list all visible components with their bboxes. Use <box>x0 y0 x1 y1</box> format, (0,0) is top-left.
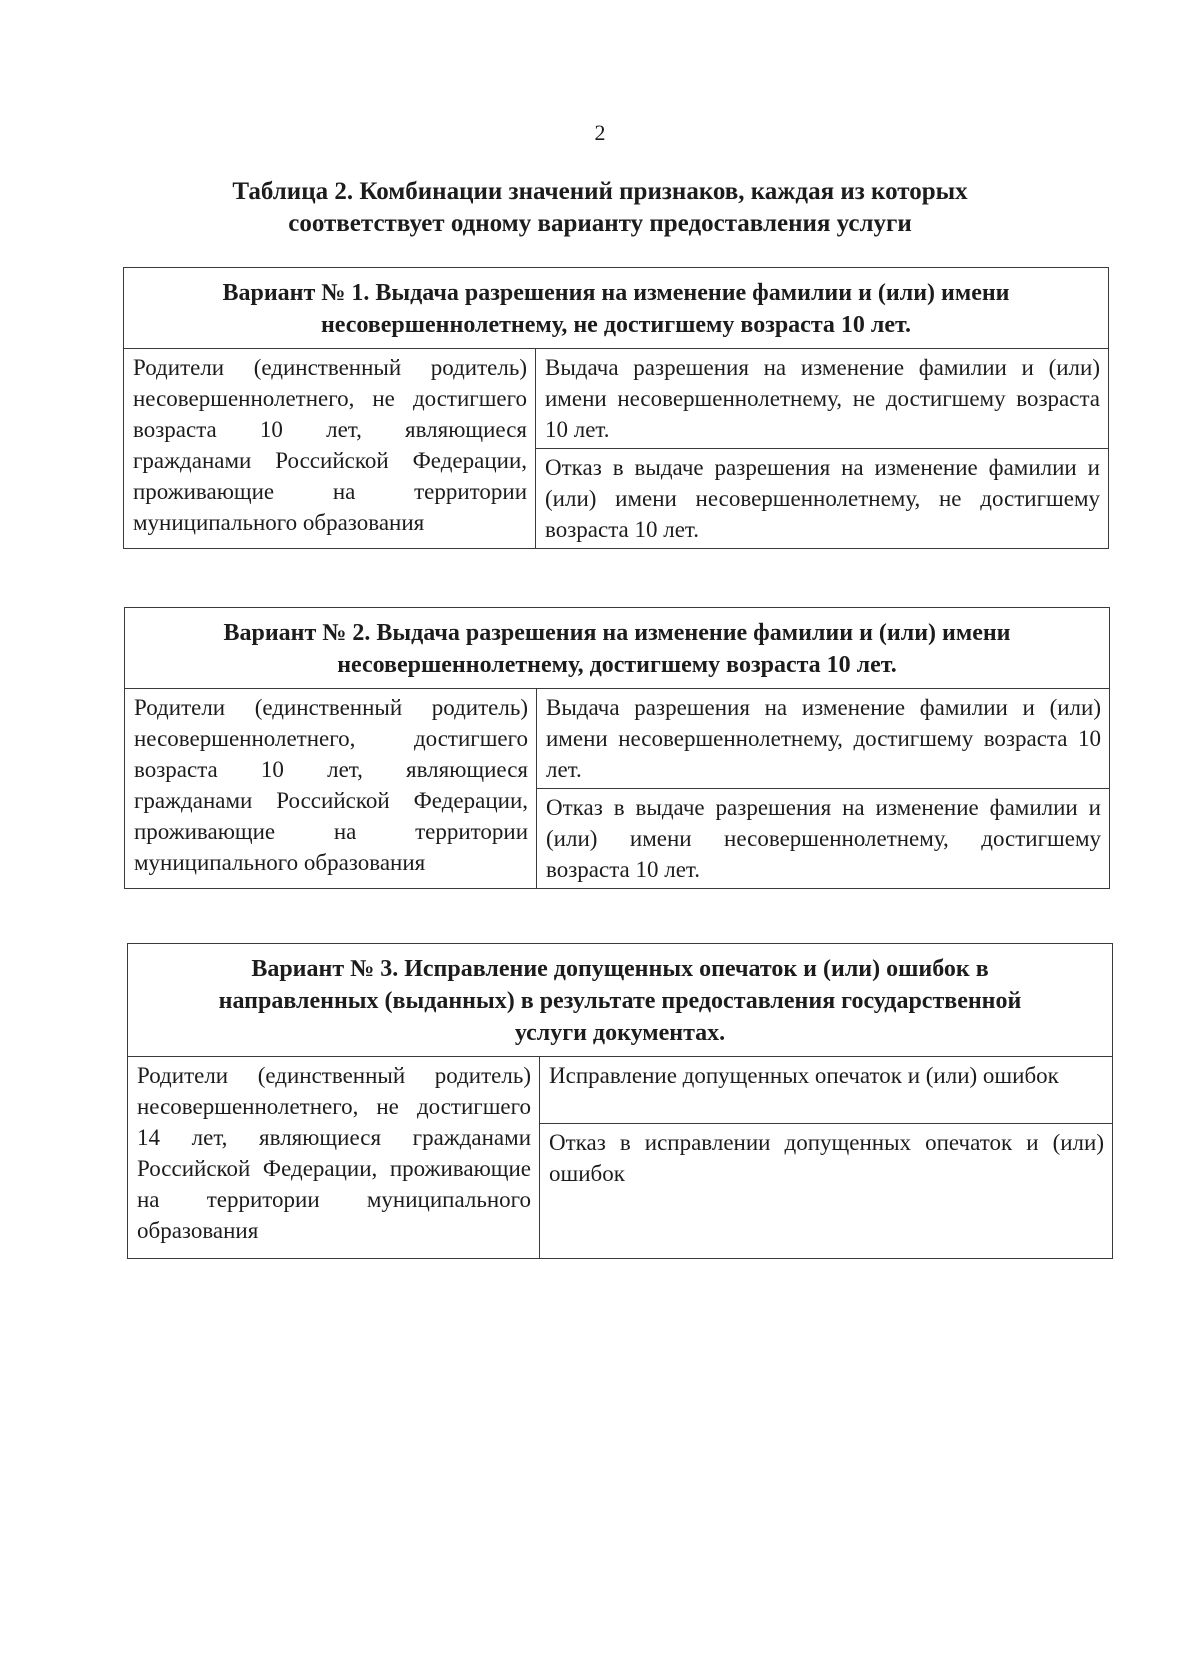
variant-2-result-positive: Выдача разрешения на изменение фамилии и (или) имени несовершеннолетнему, достигшему возраста 10 лет. <box>537 689 1110 789</box>
variant-2-table <box>124 607 1110 889</box>
table-title-line-2: соответствует одному варианту предоставления услуги <box>288 210 912 237</box>
variant-2-header <box>125 608 1110 689</box>
variant-3-applicant: Родители (единственный родитель) несовершеннолетнего, не достигшего 14 лет, являющиеся гражданами Российской Федерации, проживающие на территории муниципального образования <box>128 1057 540 1259</box>
variant-2-applicant: Родители (единственный родитель) несовершеннолетнего, достигшего возраста 10 лет, являющиеся гражданами Российской Федерации, проживающие на территории муниципального образования <box>125 689 537 889</box>
variant-3-result-positive: Исправление допущенных опечаток и (или) ошибок <box>540 1057 1113 1124</box>
variant-1-header-line-2: несовершеннолетнему, не достигшему возраста 10 лет. <box>320 312 912 338</box>
variant-2-header-line-1: Вариант № 2. Выдача разрешения на изменение фамилии и (или) имени <box>223 620 1011 646</box>
table-title-line-1: Таблица 2. Комбинации значений признаков, каждая из которых <box>232 178 968 205</box>
variant-1-table <box>123 267 1109 549</box>
variant-3-header-line-1: Вариант № 3. Исправление допущенных опечаток и (или) ошибок в <box>251 956 989 982</box>
variant-1-applicant: Родители (единственный родитель) несовершеннолетнего, не достигшего возраста 10 лет, являющиеся гражданами Российской Федерации, проживающие на территории муниципального образования <box>124 349 536 549</box>
table-title <box>150 176 1050 240</box>
variant-3-result-negative: Отказ в исправлении допущенных опечаток и (или) ошибок <box>540 1124 1113 1259</box>
page-number: 2 <box>594 120 606 145</box>
variant-3-header-line-3: услуги документах. <box>514 1020 726 1046</box>
variant-3-table <box>127 943 1113 1259</box>
variant-1-header-line-1: Вариант № 1. Выдача разрешения на изменение фамилии и (или) имени <box>222 280 1010 306</box>
variant-2-header-line-2: несовершеннолетнему, достигшему возраста 10 лет. <box>337 652 897 678</box>
variant-3-header <box>128 944 1113 1057</box>
variant-1-header <box>124 268 1109 349</box>
variant-1-result-positive: Выдача разрешения на изменение фамилии и (или) имени несовершеннолетнему, не достигшему возраста 10 лет. <box>536 349 1109 449</box>
variant-1-result-negative: Отказ в выдаче разрешения на изменение фамилии и (или) имени несовершеннолетнему, не достигшему возраста 10 лет. <box>536 449 1109 549</box>
variant-2-result-negative: Отказ в выдаче разрешения на изменение фамилии и (или) имени несовершеннолетнему, достигшему возраста 10 лет. <box>537 789 1110 889</box>
variant-3-header-line-2: направленных (выданных) в результате предоставления государственной <box>218 988 1022 1014</box>
